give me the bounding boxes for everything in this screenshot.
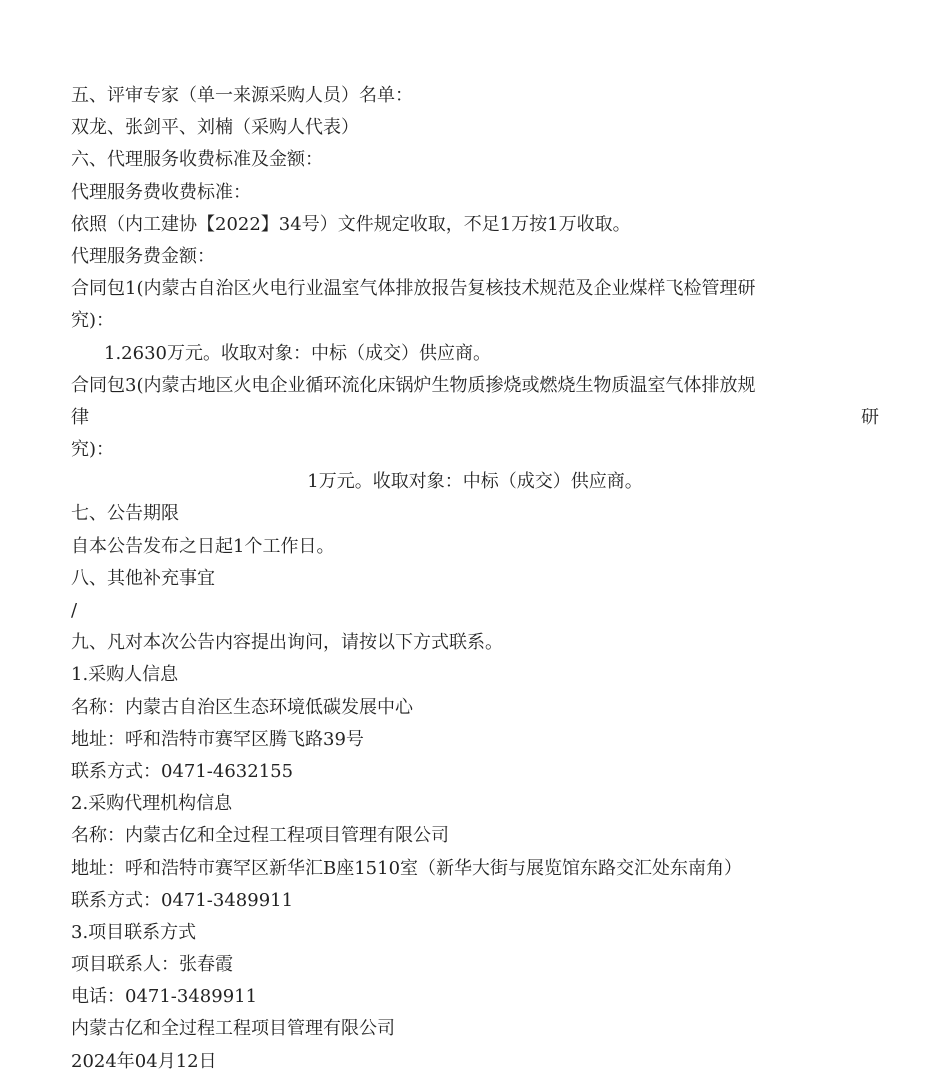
signature-date: 2024年04月12日: [71, 1050, 217, 1072]
fee-standard-label: 代理服务费收费标准：: [71, 181, 251, 203]
announcement-document: [71, 80, 879, 1078]
supplementary-text: /: [71, 600, 78, 621]
purchaser-name: 名称：内蒙古自治区生态环境低碳发展中心: [71, 696, 413, 718]
package-3-title: 合同包3(内蒙古地区火电企业循环流化床锅炉生物质掺烧或燃烧生物质温室气体排放规: [71, 374, 756, 396]
agency-address: 地址：呼和浩特市赛罕区新华汇B座1510室（新华大街与展览馆东路交汇处东南角）: [71, 857, 743, 879]
package-1-title: 合同包1(内蒙古自治区火电行业温室气体排放报告复核技术规范及企业煤样飞检管理研: [71, 278, 756, 300]
agency-heading: 2.采购代理机构信息: [71, 793, 233, 815]
fee-standard-text: 依照（内工建协【2022】34号）文件规定收取，不足1万按1万收取。: [71, 213, 631, 235]
notice-period-text: 自本公告发布之日起1个工作日。: [71, 535, 335, 557]
package-3-fee: 1万元。收取对象：中标（成交）供应商。: [307, 471, 643, 493]
package-3-title-right: 研: [861, 406, 879, 428]
project-contact-phone: 电话：0471-3489911: [71, 986, 258, 1008]
section-heading-notice-period: 七、公告期限: [71, 503, 179, 525]
project-contact-heading: 3.项目联系方式: [71, 921, 197, 943]
purchaser-address: 地址：呼和浩特市赛罕区腾飞路39号: [71, 728, 364, 750]
package-3-title-left: 律: [71, 406, 89, 428]
section-heading-contact: 九、凡对本次公告内容提出询问，请按以下方式联系。: [71, 632, 503, 654]
agency-name: 名称：内蒙古亿和全过程工程项目管理有限公司: [71, 825, 449, 847]
project-contact-person: 项目联系人：张春霞: [71, 954, 233, 976]
package-1-fee: 1.2630万元。收取对象：中标（成交）供应商。: [104, 342, 491, 364]
fee-amount-label: 代理服务费金额：: [71, 245, 215, 267]
package-3-title-continued: [71, 402, 879, 434]
package-3-title-end: 究)：: [71, 439, 115, 461]
section-heading-agency-fee: 六、代理服务收费标准及金额：: [71, 149, 323, 171]
purchaser-contact: 联系方式：0471-4632155: [71, 760, 294, 782]
expert-names: 双龙、张剑平、刘楠（采购人代表）: [71, 117, 359, 139]
section-heading-experts: 五、评审专家（单一来源采购人员）名单：: [71, 85, 413, 106]
signature-org: 内蒙古亿和全过程工程项目管理有限公司: [71, 1018, 395, 1040]
section-heading-supplementary: 八、其他补充事宜: [71, 567, 215, 589]
purchaser-heading: 1.采购人信息: [71, 664, 179, 686]
agency-contact: 联系方式：0471-3489911: [71, 889, 294, 911]
package-1-title-continued: 究)：: [71, 310, 115, 332]
